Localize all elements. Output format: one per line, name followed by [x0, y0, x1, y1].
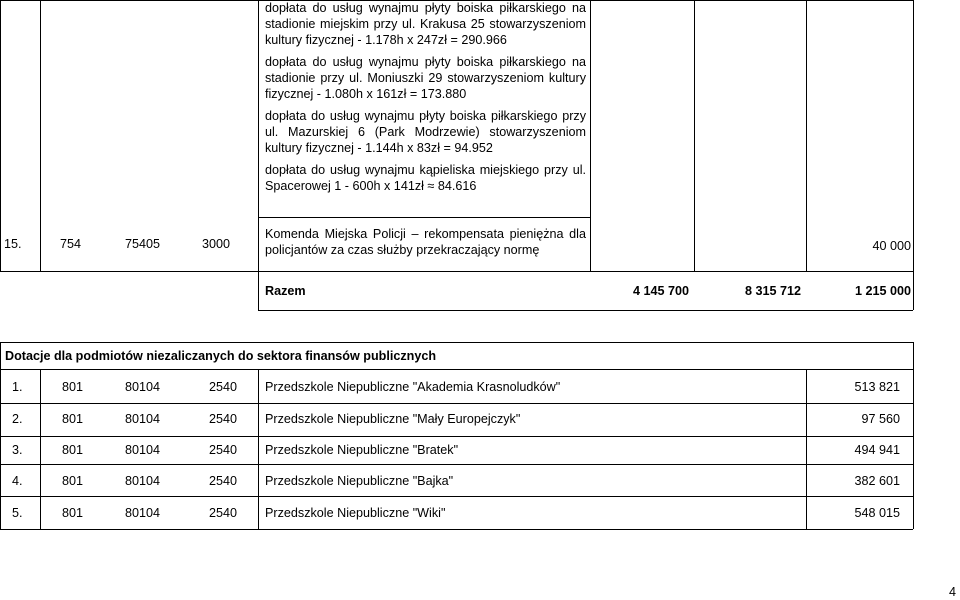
row-lp: 2. [12, 412, 23, 426]
description-item: dopłata do usług wynajmu płyty boiska piłkarskiego na stadionie miejskim przy ul. Krakusa 25 stowarzyszeniom kultury fizycznej - 1.178h x 247zł = 290.966 [265, 1, 586, 47]
row-paragraf: 2540 [209, 412, 238, 426]
row-amount: 97 560 [861, 412, 900, 426]
row-paragraf: 2540 [209, 506, 238, 520]
row-name: Przedszkole Niepubliczne "Akademia Krasnoludków" [265, 380, 561, 394]
row-paragraf: 2540 [209, 443, 238, 457]
col-border-right [913, 0, 914, 310]
razem-top-border [0, 271, 913, 272]
row-paragraf: 2540 [209, 474, 238, 488]
row-lp: 1. [12, 380, 23, 394]
col-border-lp [40, 0, 41, 271]
razem-bottom-border [258, 310, 913, 311]
row15-paragraf: 3000 [202, 237, 231, 251]
row-rozdzial: 80104 [125, 506, 161, 520]
section-title: Dotacje dla podmiotów niezaliczanych do sektora finansów publicznych [5, 349, 437, 363]
description-item: dopłata do usług wynajmu płyty boiska piłkarskiego przy ul. Mazurskiej 6 (Park Modrzewie) stowarzyszeniom kultury fizycznej - 1.144h x 83zł = 94.952 [265, 109, 586, 155]
razem-value-3: 1 215 000 [854, 284, 911, 298]
row-rozdzial: 80104 [125, 412, 161, 426]
col-border-desc-right [590, 0, 591, 271]
row-amount: 494 941 [854, 443, 900, 457]
row-border [0, 529, 913, 530]
upper-description-list [265, 0, 586, 200]
row-amount: 548 015 [854, 506, 900, 520]
row-separator [258, 217, 590, 218]
row15-description: Komenda Miejska Policji – rekompensata pieniężna dla policjantów za czas służby przekraczający normę [265, 227, 586, 257]
row-rozdzial: 80104 [125, 474, 161, 488]
razem-value-2: 8 315 712 [744, 284, 801, 298]
razem-value-1: 4 145 700 [632, 284, 689, 298]
col-border-left [0, 0, 1, 271]
col-border-lp [40, 369, 41, 529]
row-rozdzial: 80104 [125, 380, 161, 394]
row15-rozdzial: 75405 [125, 237, 161, 251]
row-border [0, 403, 913, 404]
row-lp: 3. [12, 443, 23, 457]
row-amount: 513 821 [854, 380, 900, 394]
row15-dzial: 754 [60, 237, 82, 251]
row-dzial: 801 [62, 474, 84, 488]
col-border-name [258, 369, 259, 529]
page-number: 4 [949, 585, 957, 599]
row-dzial: 801 [62, 380, 84, 394]
row-dzial: 801 [62, 412, 84, 426]
col-border-v2 [806, 0, 807, 271]
section-top-border [0, 342, 913, 343]
col-border-v1 [694, 0, 695, 271]
row-name: Przedszkole Niepubliczne "Mały Europejczyk" [265, 412, 521, 426]
col-border-desc-left [258, 0, 259, 271]
row-amount: 382 601 [854, 474, 900, 488]
section-right-border [913, 342, 914, 529]
row15-lp: 15. [4, 237, 22, 251]
row-dzial: 801 [62, 506, 84, 520]
row-name: Przedszkole Niepubliczne "Wiki" [265, 506, 446, 520]
row-dzial: 801 [62, 443, 84, 457]
row-lp: 5. [12, 506, 23, 520]
row-name: Przedszkole Niepubliczne "Bratek" [265, 443, 459, 457]
row-rozdzial: 80104 [125, 443, 161, 457]
razem-left-border [258, 271, 259, 310]
row-border [0, 436, 913, 437]
row15-amount: 40 000 [872, 239, 911, 253]
row-border [0, 496, 913, 497]
row-paragraf: 2540 [209, 380, 238, 394]
row-name: Przedszkole Niepubliczne "Bajka" [265, 474, 454, 488]
row-lp: 4. [12, 474, 23, 488]
description-item: dopłata do usług wynajmu kąpieliska miejskiego przy ul. Spacerowej 1 - 600h x 141zł ≈ 84.616 [265, 163, 586, 193]
row-border [0, 464, 913, 465]
razem-label: Razem [265, 284, 306, 298]
row-border [0, 369, 913, 370]
description-item: dopłata do usług wynajmu płyty boiska piłkarskiego na stadionie przy ul. Moniuszki 29 stowarzyszeniom kultury fizycznej - 1.080h x 161zł = 173.880 [265, 55, 586, 101]
